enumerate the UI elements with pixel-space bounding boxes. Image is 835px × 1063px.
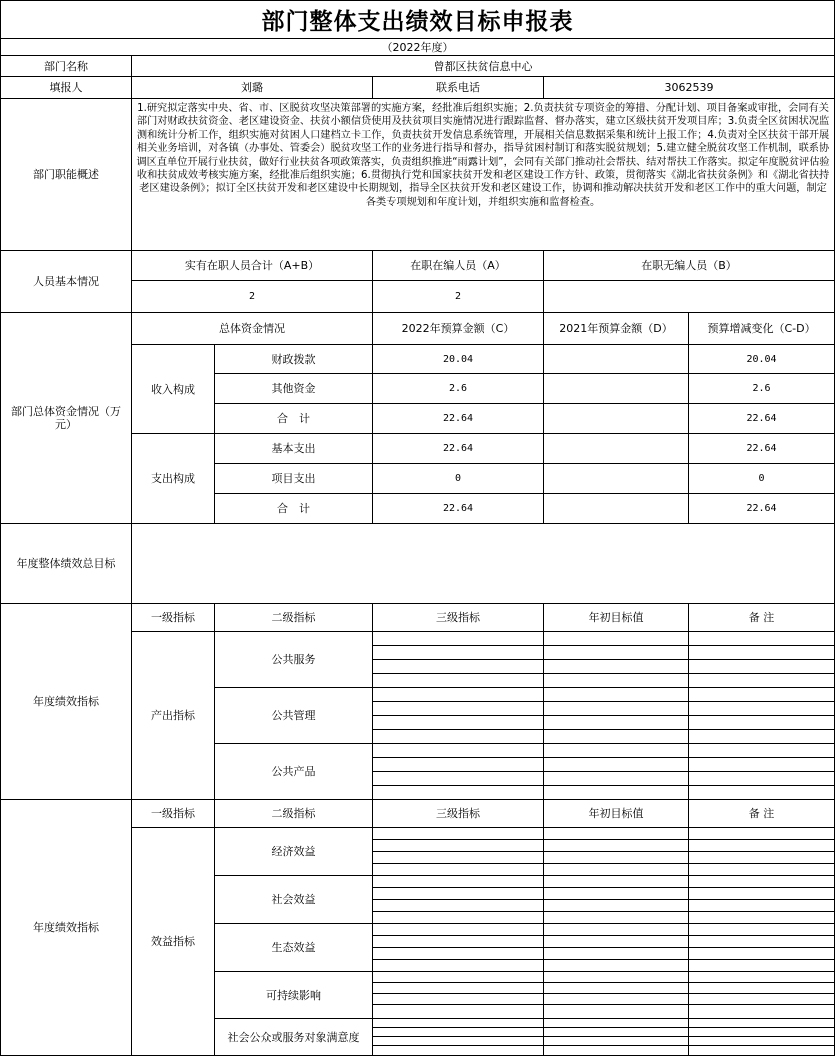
perf-section-label: 年度绩效指标	[1, 800, 132, 1056]
perf-note-cell	[689, 828, 835, 840]
perf-target-cell	[544, 1019, 689, 1028]
perf-header-level1: 一级指标	[132, 800, 215, 828]
funds-label: 部门总体资金情况（万元）	[1, 313, 132, 524]
perf-level3-cell	[373, 1019, 544, 1028]
perf-note-cell	[689, 972, 835, 983]
perf-level3-cell	[373, 924, 544, 936]
perf-note-cell	[689, 632, 835, 646]
staff-b-value	[544, 281, 835, 313]
income-row-name: 财政拨款	[215, 345, 373, 374]
perf-level3-cell	[373, 936, 544, 948]
perf-note-cell	[689, 888, 835, 900]
perf-target-cell	[544, 852, 689, 864]
phone-label: 联系电话	[373, 77, 544, 99]
perf-level3-cell	[373, 786, 544, 800]
staff-header-b: 在职无编人员（B）	[544, 251, 835, 281]
perf-level3-cell	[373, 900, 544, 912]
perf-level3-cell	[373, 758, 544, 772]
annual-goal-label: 年度整体绩效总目标	[1, 524, 132, 604]
expense-row-d	[544, 494, 689, 524]
perf-level3-cell	[373, 660, 544, 674]
income-row-name: 其他资金	[215, 374, 373, 404]
income-row-diff: 20.04	[689, 345, 835, 374]
perf-level2-cell: 可持续影响	[215, 972, 373, 1019]
perf-note-cell	[689, 876, 835, 888]
perf-target-cell	[544, 828, 689, 840]
perf-level2-cell: 经济效益	[215, 828, 373, 876]
perf-note-cell	[689, 786, 835, 800]
perf-level3-cell	[373, 646, 544, 660]
perf-target-cell	[544, 983, 689, 994]
perf-target-cell	[544, 660, 689, 674]
expense-row-c: 22.64	[373, 434, 544, 464]
perf-note-cell	[689, 960, 835, 972]
perf-section-output	[1, 604, 835, 800]
perf-level3-cell	[373, 716, 544, 730]
perf-target-cell	[544, 960, 689, 972]
perf-target-cell	[544, 688, 689, 702]
expense-row-diff: 22.64	[689, 494, 835, 524]
funds-header-d: 2021年预算金额（D）	[544, 313, 689, 345]
perf-level3-cell	[373, 960, 544, 972]
perf-target-cell	[544, 888, 689, 900]
staff-total-value: 2	[132, 281, 373, 313]
perf-target-cell	[544, 994, 689, 1005]
duties-text: 1.研究拟定落实中央、省、市、区脱贫攻坚决策部署的实施方案，经批准后组织实施；2.负责扶贫专项资金的筹措、分配计划、项目备案或审批，会同有关部门对财政扶贫资金、老区建设资金、扶贫小额信贷使用及扶贫项目实施情况进行跟踪监督、督办落实，建立区级扶贫开发项目库；3.负责全区贫困状况监测和统计分析工作，组织实施对贫困人口建档立卡工作，负责扶贫开发信息系统管理，开展相关信息数据采集和统计上报工作；4.负责对全区扶贫干部开展相关业务培训，对各镇（办事处、管委会）脱贫攻坚工作的业务进行指导和督办，指导贫困村制订和落实脱贫规划；5.建立健全脱贫攻坚工作机制，联系协调区直单位开展行业扶贫，做好行业扶贫各项政策落实，负责组织推进“雨露计划”，会同有关部门推动社会帮扶、结对帮扶工作落实。拟定年度脱贫评估验收和扶贫成效考核实施方案，经批准后组织实施；6.贯彻执行党和国家扶贫开发和老区建设工作方针、政策，贯彻落实《湖北省扶贫条例》和《湖北省扶持老区建设条例》；拟订全区扶贫开发和老区建设中长期规划，指导全区扶贫开发和老区建设工作，协调和推动解决扶贫开发和老区工作中的重大问题，制定各类专项规划和年度计划，并组织实施和监督检查。	[132, 99, 835, 251]
expense-row-d	[544, 434, 689, 464]
perf-header-level1: 一级指标	[132, 604, 215, 632]
perf-level3-cell	[373, 1037, 544, 1046]
perf-level3-cell	[373, 688, 544, 702]
perf-level2-cell: 公共产品	[215, 744, 373, 800]
perf-note-cell	[689, 1046, 835, 1056]
perf-note-cell	[689, 730, 835, 744]
perf-header-level3: 三级指标	[373, 800, 544, 828]
perf-target-cell	[544, 948, 689, 960]
perf-target-cell	[544, 674, 689, 688]
staff-a-value: 2	[373, 281, 544, 313]
income-row-d	[544, 374, 689, 404]
perf-level3-cell	[373, 888, 544, 900]
perf-target-cell	[544, 912, 689, 924]
perf-target-cell	[544, 900, 689, 912]
perf-note-cell	[689, 772, 835, 786]
perf-target-cell	[544, 1037, 689, 1046]
income-row-name: 合 计	[215, 404, 373, 434]
income-label: 收入构成	[132, 345, 215, 434]
perf-level3-cell	[373, 828, 544, 840]
perf-level3-cell	[373, 1028, 544, 1037]
perf-level3-cell	[373, 852, 544, 864]
funds-header-diff: 预算增减变化（C-D）	[689, 313, 835, 345]
perf-note-cell	[689, 936, 835, 948]
perf-level1-cell: 效益指标	[132, 828, 215, 1056]
perf-target-cell	[544, 876, 689, 888]
perf-target-cell	[544, 840, 689, 852]
perf-header-level2: 二级指标	[215, 604, 373, 632]
income-row-diff: 2.6	[689, 374, 835, 404]
perf-target-cell	[544, 786, 689, 800]
dept-name-label: 部门名称	[1, 56, 132, 77]
perf-level3-cell	[373, 744, 544, 758]
perf-target-cell	[544, 1028, 689, 1037]
phone-value: 3062539	[544, 77, 835, 99]
perf-level3-cell	[373, 772, 544, 786]
expense-row-name: 基本支出	[215, 434, 373, 464]
perf-level3-cell	[373, 994, 544, 1005]
expense-row-c: 22.64	[373, 494, 544, 524]
perf-level3-cell	[373, 632, 544, 646]
perf-level3-cell	[373, 983, 544, 994]
perf-target-cell	[544, 716, 689, 730]
annual-goal-value	[132, 524, 835, 604]
perf-note-cell	[689, 688, 835, 702]
year-label: （2022年度）	[1, 39, 835, 56]
perf-target-cell	[544, 924, 689, 936]
expense-row-d	[544, 464, 689, 494]
perf-note-cell	[689, 1005, 835, 1019]
perf-level2-cell: 社会公众或服务对象满意度	[215, 1019, 373, 1056]
income-row-c: 22.64	[373, 404, 544, 434]
perf-target-cell	[544, 772, 689, 786]
perf-note-cell	[689, 674, 835, 688]
reporter-label: 填报人	[1, 77, 132, 99]
perf-note-cell	[689, 702, 835, 716]
perf-section-benefit	[1, 800, 835, 1056]
perf-level2-cell: 生态效益	[215, 924, 373, 972]
perf-level2-cell: 公共服务	[215, 632, 373, 688]
duties-label: 部门职能概述	[1, 99, 132, 251]
perf-target-cell	[544, 972, 689, 983]
perf-note-cell	[689, 864, 835, 876]
perf-target-cell	[544, 702, 689, 716]
funds-header-c: 2022年预算金额（C）	[373, 313, 544, 345]
perf-level3-cell	[373, 1005, 544, 1019]
perf-note-cell	[689, 744, 835, 758]
perf-note-cell	[689, 1019, 835, 1028]
perf-header-target: 年初目标值	[544, 800, 689, 828]
perf-header-level2: 二级指标	[215, 800, 373, 828]
perf-level3-cell	[373, 972, 544, 983]
perf-level3-cell	[373, 730, 544, 744]
perf-section-label: 年度绩效指标	[1, 604, 132, 800]
form-title: 部门整体支出绩效目标申报表	[0, 0, 835, 38]
expense-label: 支出构成	[132, 434, 215, 524]
dept-name-value: 曾都区扶贫信息中心	[132, 56, 835, 77]
perf-header-target: 年初目标值	[544, 604, 689, 632]
expense-row-name: 合 计	[215, 494, 373, 524]
perf-target-cell	[544, 730, 689, 744]
perf-level3-cell	[373, 840, 544, 852]
perf-note-cell	[689, 900, 835, 912]
perf-note-cell	[689, 924, 835, 936]
perf-note-cell	[689, 948, 835, 960]
perf-note-cell	[689, 994, 835, 1005]
perf-note-cell	[689, 1028, 835, 1037]
expense-row-name: 项目支出	[215, 464, 373, 494]
perf-target-cell	[544, 758, 689, 772]
perf-target-cell	[544, 632, 689, 646]
perf-note-cell	[689, 716, 835, 730]
expense-row-c: 0	[373, 464, 544, 494]
form-table	[0, 38, 835, 1056]
perf-target-cell	[544, 1005, 689, 1019]
perf-note-cell	[689, 840, 835, 852]
perf-note-cell	[689, 852, 835, 864]
perf-note-cell	[689, 912, 835, 924]
staff-label: 人员基本情况	[1, 251, 132, 313]
perf-level3-cell	[373, 876, 544, 888]
income-row-diff: 22.64	[689, 404, 835, 434]
funds-header-overall: 总体资金情况	[132, 313, 373, 345]
perf-level3-cell	[373, 948, 544, 960]
reporter-name: 刘璐	[132, 77, 373, 99]
income-row-c: 20.04	[373, 345, 544, 374]
perf-level3-cell	[373, 864, 544, 876]
perf-level3-cell	[373, 912, 544, 924]
staff-header-a: 在职在编人员（A）	[373, 251, 544, 281]
expense-row-diff: 0	[689, 464, 835, 494]
perf-target-cell	[544, 744, 689, 758]
perf-level2-cell: 社会效益	[215, 876, 373, 924]
perf-header-level3: 三级指标	[373, 604, 544, 632]
perf-note-cell	[689, 646, 835, 660]
income-row-d	[544, 404, 689, 434]
staff-header-total: 实有在职人员合计（A+B）	[132, 251, 373, 281]
perf-target-cell	[544, 936, 689, 948]
perf-level2-cell: 公共管理	[215, 688, 373, 744]
perf-note-cell	[689, 983, 835, 994]
perf-level3-cell	[373, 674, 544, 688]
perf-target-cell	[544, 1046, 689, 1056]
income-row-d	[544, 345, 689, 374]
expense-row-diff: 22.64	[689, 434, 835, 464]
perf-note-cell	[689, 758, 835, 772]
perf-level3-cell	[373, 1046, 544, 1056]
perf-header-note: 备 注	[689, 800, 835, 828]
perf-level1-cell: 产出指标	[132, 632, 215, 800]
perf-target-cell	[544, 864, 689, 876]
perf-note-cell	[689, 660, 835, 674]
income-row-c: 2.6	[373, 374, 544, 404]
perf-note-cell	[689, 1037, 835, 1046]
perf-header-note: 备 注	[689, 604, 835, 632]
perf-target-cell	[544, 646, 689, 660]
perf-level3-cell	[373, 702, 544, 716]
